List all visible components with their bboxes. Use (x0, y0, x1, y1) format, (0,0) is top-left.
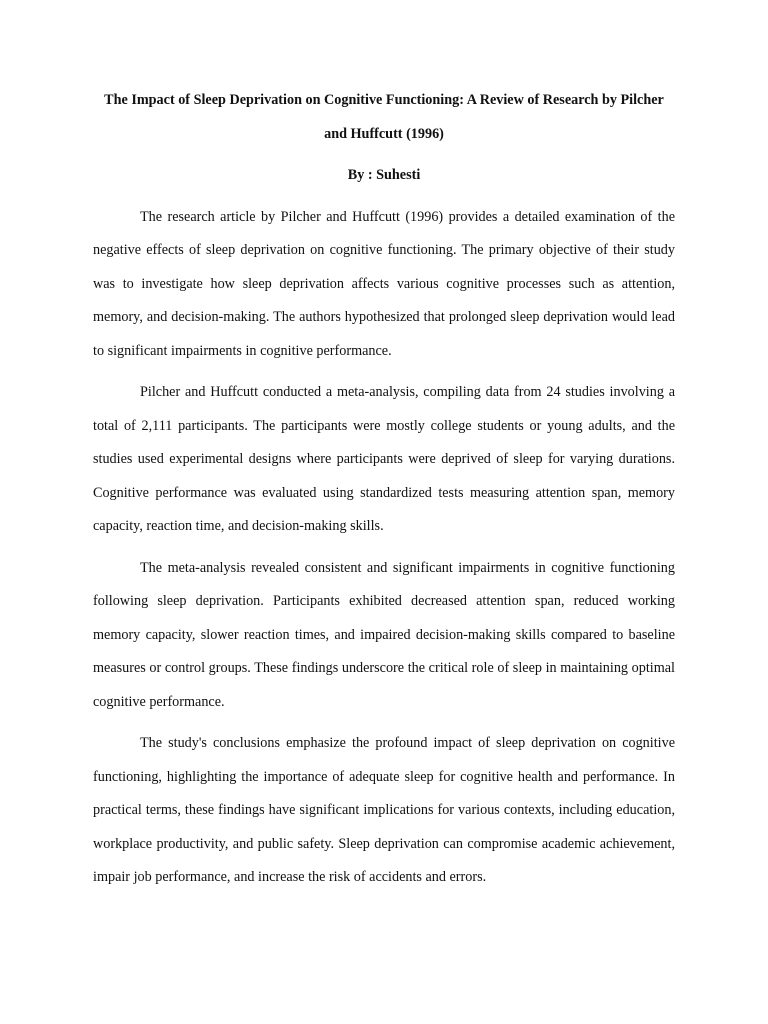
paragraph-1: The research article by Pilcher and Huffcutt (1996) provides a detailed examination of the negative effects of sleep deprivation on cognitive functioning. The primary objective of their study was to investigate how sleep deprivation affects various cognitive processes such as attention, memory, and decision-making. The authors hypothesized that prolonged sleep deprivation would lead to significant impairments in cognitive performance. (93, 208, 675, 359)
paragraph-4: The study's conclusions emphasize the profound impact of sleep deprivation on cognitive functioning, highlighting the importance of adequate sleep for cognitive health and performance. In practical terms, these findings have significant implications for various contexts, including education, workplace productivity, and public safety. Sleep deprivation can compromise academic achievement, impair job performance, and increase the risk of accidents and errors. (93, 735, 675, 885)
paragraph-2: Pilcher and Huffcutt conducted a meta-analysis, compiling data from 24 studies involving a total of 2,111 participants. The participants were mostly college students or young adults, and the studies used experimental designs where participants were deprived of sleep for varying durations. Cognitive performance was evaluated using standardized tests measuring attention span, memory capacity, reaction time, and decision-making skills. (93, 384, 675, 534)
document-body (93, 84, 675, 895)
paragraph-3: The meta-analysis revealed consistent and significant impairments in cognitive functioning following sleep deprivation. Participants exhibited decreased attention span, reduced working memory capacity, slower reaction times, and impaired decision-making skills compared to baseline measures or control groups. These findings underscore the critical role of sleep in maintaining optimal cognitive performance. (93, 559, 675, 710)
document-author: By : Suhesti (347, 167, 421, 183)
document-title: The Impact of Sleep Deprivation on Cognitive Functioning: A Review of Research by Pilcher and Huffcutt (1996) (104, 92, 664, 142)
